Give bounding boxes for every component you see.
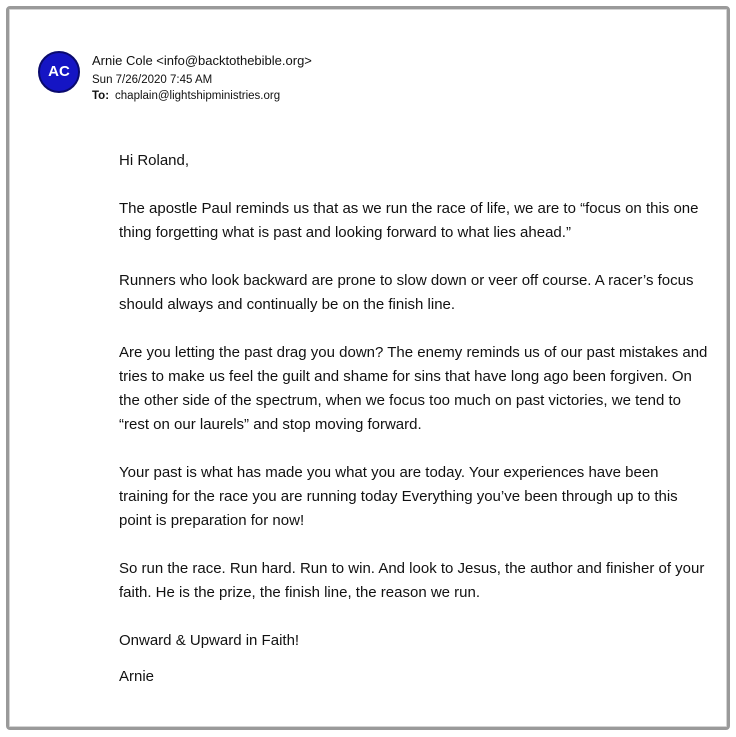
sender-avatar[interactable]: AC xyxy=(38,51,80,93)
signature: Arnie xyxy=(119,668,155,685)
recipient-address[interactable]: chaplain@lightshipministries.org xyxy=(115,90,281,102)
email-body xyxy=(119,149,709,689)
body-paragraph: Your past is what has made you what you are today. Your experiences have been training for the race you are running today Everything you’ve been through up to this point is preparation for now! xyxy=(119,464,678,529)
greeting: Hi Roland, xyxy=(119,152,190,169)
sender-name[interactable]: Arnie Cole <info@backtothebible.org> xyxy=(92,53,312,68)
body-paragraph: Are you letting the past drag you down? The enemy reminds us of our past mistakes and tries to make us feel the guilt and shame for sins that have long ago been forgiven. On the other side of the spectrum, when we focus too much on past victories, we tend to “rest on our laurels” and stop moving forward. xyxy=(119,344,708,433)
body-paragraph: So run the race. Run hard. Run to win. And look to Jesus, the author and finisher of your faith. He is the prize, the finish line, the reason we run. xyxy=(119,560,705,601)
body-paragraph: Runners who look backward are prone to slow down or veer off course. A racer’s focus should always and continually be on the finish line. xyxy=(119,272,694,313)
email-header xyxy=(92,52,312,104)
to-label: To: xyxy=(92,90,110,102)
email-frame xyxy=(6,6,730,730)
closing-line: Onward & Upward in Faith! xyxy=(119,632,300,649)
recipient-line xyxy=(92,88,312,104)
sent-date: Sun 7/26/2020 7:45 AM xyxy=(92,74,213,86)
body-paragraph: The apostle Paul reminds us that as we run the race of life, we are to “focus on this one thing forgetting what is past and looking forward to what lies ahead.” xyxy=(119,200,699,241)
